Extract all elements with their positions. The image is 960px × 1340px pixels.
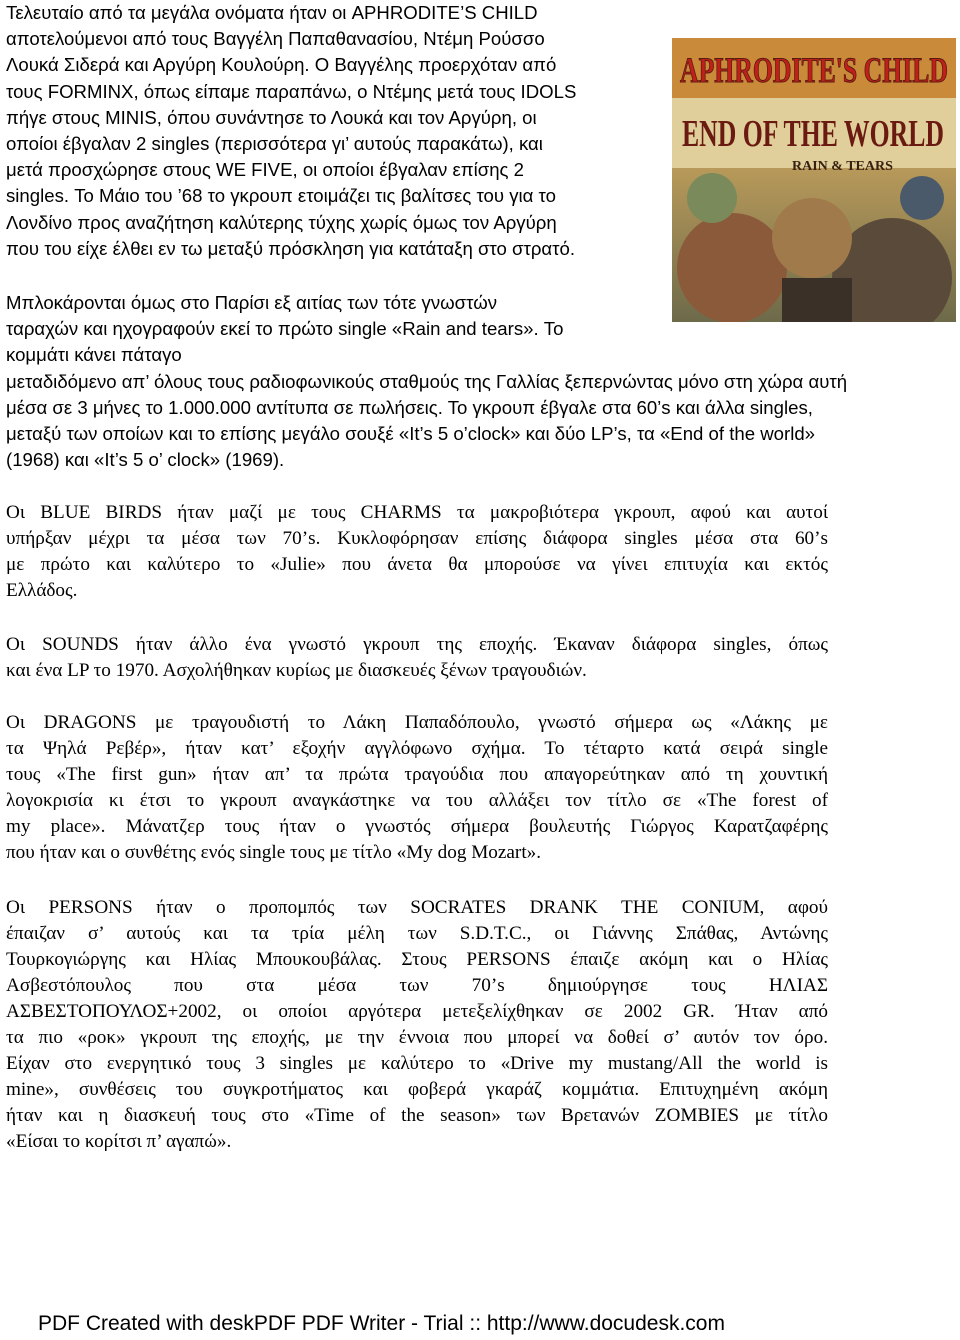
text-line: singles. Το Μάιο του ’68 το γκρουπ ετοιμάζει τις βαλίτσες του για το bbox=[6, 185, 556, 207]
cover-title-text: APHRODITE'S CHILD bbox=[680, 50, 948, 90]
album-cover-image bbox=[672, 38, 956, 322]
text-line: Οι SOUNDS ήταν άλλο ένα γνωστό γκρουπ της εποχής. Έκαναν διάφορα singles, όπως bbox=[6, 634, 828, 655]
text-line: λογοκρισία κι έτσι το γκρουπ αναγκάστηκε να του αλλάξει τον τίτλο σε «The forest of bbox=[6, 790, 828, 811]
paragraph-dragons bbox=[6, 710, 828, 866]
text-line: Ελλάδος. bbox=[6, 580, 78, 601]
text-line: που ήταν και ο συνθέτης ενός single τους με τίτλο «My dog Mozart». bbox=[6, 842, 542, 863]
text-line: (1968) και «It’s 5 o’ clock» (1969). bbox=[6, 449, 285, 471]
text-line: Είχαν στο ενεργητικό τους 3 singles με καλύτερο το «Drive my mustang/All the world is bbox=[6, 1053, 828, 1074]
text-line: mine», συνθέσεις του συγκροτήματος και φοβερά γκαράζ κομμάτια. Επιτυχημένη ακόμη bbox=[6, 1079, 828, 1100]
text-line: Τελευταίο από τα μεγάλα ονόματα ήταν οι APHRODITE’S CHILD bbox=[6, 2, 538, 23]
text-line: μεταδιδόμενο απ’ όλους τους ραδιοφωνικούς σταθμούς της Γαλλίας ξεπερνώντας μόνο στη χώρα αυτή bbox=[6, 370, 848, 392]
text-line: έπαιζαν σ’ αυτούς και τα τρία μέλη των S.D.T.C., οι Γιάννης Σπάθας, Αντώνης bbox=[6, 923, 828, 944]
text-line: Οι PERSONS ήταν ο προπομπός των SOCRATES DRANK THE CONIUM, αφού bbox=[6, 897, 828, 918]
text-line: υπήρξαν μέχρι τα μέσα των 70’s. Κυκλοφόρησαν επίσης διάφορα singles μέσα στα 60’s bbox=[6, 528, 828, 549]
text-line: ΑΣΒΕΣΤΟΠΟΥΛΟΣ+2002, οι οποίοι αργότερα μετεξελίχθηκαν σε 2002 GR. Ήταν από bbox=[6, 1001, 828, 1022]
text-line: my place». Μάνατζερ τους ήταν ο γνωστός σήμερα βουλευτής Γιώργος Καρατζαφέρης bbox=[6, 816, 828, 837]
cover-subtitle-text: RAIN & TEARS bbox=[792, 159, 893, 174]
text-line: ήταν και η διασκευή τους στο «Time of the season» των Βρετανών ZOMBIES με τίτλο bbox=[6, 1105, 828, 1126]
text-line: και ένα LP το 1970. Ασχολήθηκαν κυρίως με διασκευές ξένων τραγουδιών. bbox=[6, 660, 587, 681]
text-line: μετά προσχώρησε στους WE FIVE, οι οποίοι έβγαλαν επίσης 2 bbox=[6, 159, 525, 181]
text-line: Μπλοκάρονται όμως στο Παρίσι εξ αιτίας των τότε γνωστών bbox=[6, 292, 498, 313]
text-line: πήγε στους MINIS, όπου συνάντησε το Λουκά και τον Αργύρη, οι bbox=[6, 106, 537, 128]
text-line: τα Ψηλά Ρεβέρ», ήταν κατ’ εξοχήν αγγλόφωνο σχήμα. Το τέταρτο κατά σειρά single bbox=[6, 738, 828, 759]
text-line: με πρώτο και καλύτερο το «Julie» που άνετα θα μπορούσε να γίνει επιτυχία και εκτός bbox=[6, 554, 828, 575]
text-line: τα πιο «ροκ» γκρουπ της εποχής, με την έννοια που μπορεί να δοθεί σ’ αυτόν τον όρο. bbox=[6, 1027, 828, 1048]
text-line: μέσα σε 3 μήνες το 1.000.000 αντίτυπα σε πωλήσεις. Το γκρουπ έβγαλε στα 60’s και άλλα singles, bbox=[6, 396, 813, 418]
paragraph-persons bbox=[6, 895, 828, 1155]
text-line: Ασβεστόπουλος που στα μέσα των 70’s δημιούργησε τους ΗΛΙΑΣ bbox=[6, 975, 828, 996]
text-line: κομμάτι κάνει πάταγο bbox=[6, 344, 182, 366]
text-line: Οι DRAGONS με τραγουδιστή το Λάκη Παπαδόπουλο, γνωστό σήμερα ως «Λάκης με bbox=[6, 712, 828, 733]
text-line: Οι BLUE BIRDS ήταν μαζί με τους CHARMS τα μακροβιότερα γκρουπ, αφού και αυτοί bbox=[6, 502, 828, 523]
paragraph-blue-birds bbox=[6, 500, 828, 604]
paragraph-sounds bbox=[6, 632, 828, 684]
text-line: που του είχε έλθει εν τω μεταξύ πρόσκληση για κατάταξη στο στρατό. bbox=[6, 237, 576, 259]
text-line: ταραχών και ηχογραφούν εκεί το πρώτο single «Rain and tears». Το bbox=[6, 318, 564, 340]
text-line: οποίοι έβγαλαν 2 singles (περισσότερα γι’ αυτούς παρακάτω), και bbox=[6, 133, 543, 155]
cover-album-text: END OF THE WORLD bbox=[682, 113, 944, 155]
text-line: τους FORMINX, όπως είπαμε παραπάνω, ο Ντέμης μετά τους IDOLS bbox=[6, 80, 577, 102]
text-line: «Είσαι το κορίτσι π’ αγαπώ». bbox=[6, 1131, 232, 1152]
text-line: τους «The first gun» ήταν απ’ τα πρώτα τραγούδια που απαγορεύτηκαν από τη χουντική bbox=[6, 764, 828, 785]
text-line: Λουκά Σιδερά και Αργύρη Κουλούρη. Ο Βαγγέλης προερχόταν από bbox=[6, 54, 557, 76]
text-line: Λονδίνο προς αναζήτηση καλύτερης τύχης χωρίς όμως τον Αργύρη bbox=[6, 211, 557, 233]
text-line: Τουρκογιώργης και Ηλίας Μπουκουβάλας. Στους PERSONS έπαιζε ακόμη και ο Ηλίας bbox=[6, 949, 828, 970]
pdf-footer: PDF Created with deskPDF PDF Writer - Trial :: http://www.docudesk.com bbox=[38, 1312, 725, 1335]
paragraph-aphrodites-child-1 bbox=[6, 0, 666, 262]
text-line: αποτελούμενοι από τους Βαγγέλη Παπαθανασίου, Ντέμη Ρούσσο bbox=[6, 28, 545, 50]
text-line: μεταξύ των οποίων και το επίσης μεγάλο σουξέ «It’s 5 o’clock» και δύο LP’s, τα «End of the world» bbox=[6, 423, 816, 445]
